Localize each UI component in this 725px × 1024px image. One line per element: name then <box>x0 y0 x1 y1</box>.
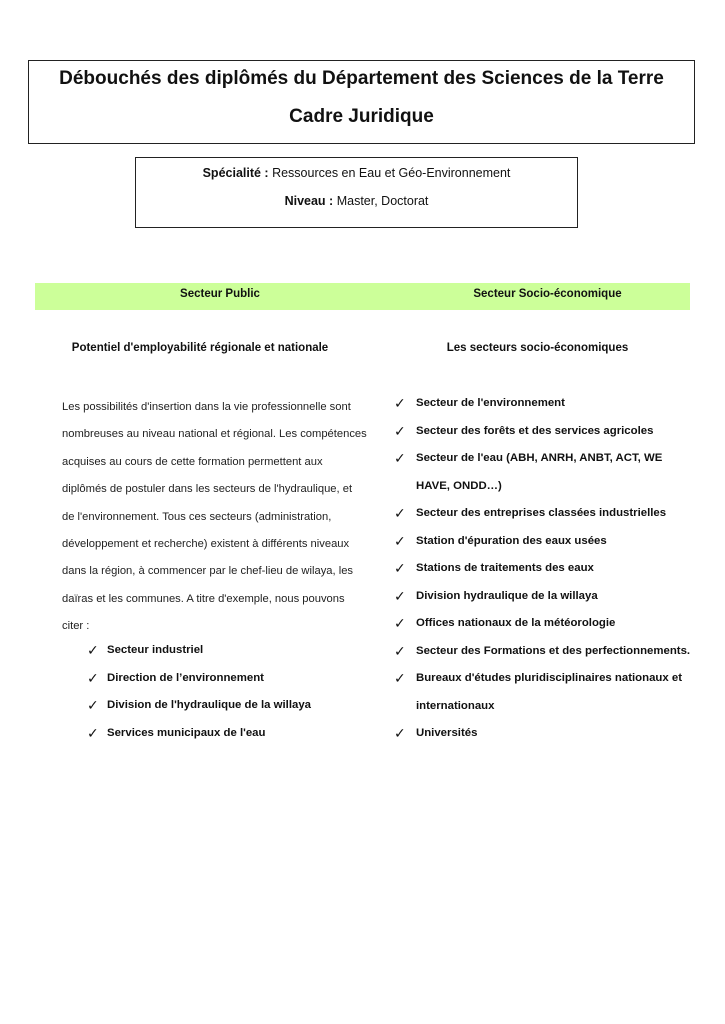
list-item-label: Secteur de l'environnement <box>416 397 565 409</box>
list-item <box>87 637 377 665</box>
list-item <box>87 692 377 720</box>
checkmark-icon: ✓ <box>394 587 406 604</box>
list-item-label: Secteur des entreprises classées industrielles <box>416 507 667 519</box>
list-item-label: Stations de traitements des eaux <box>416 562 594 574</box>
specialite-value: Ressources en Eau et Géo-Environnement <box>272 166 511 180</box>
list-item <box>394 500 694 528</box>
checkmark-icon: ✓ <box>394 505 406 521</box>
list-item <box>394 720 694 748</box>
left-sector-list <box>87 637 377 747</box>
specialite-label: Spécialité : <box>202 166 269 180</box>
list-item-label: Division de l'hydraulique de la willaya <box>107 699 312 711</box>
specialite-line <box>136 166 577 180</box>
checkmark-icon: ✓ <box>394 725 406 741</box>
niveau-label: Niveau : <box>284 194 334 208</box>
list-item-label: Bureaux d'études pluridisciplinaires nationaux et internationaux <box>416 672 683 712</box>
list-item <box>394 638 694 666</box>
left-subheading: Potentiel d'employabilité régionale et nationale <box>71 342 329 354</box>
checkmark-icon: ✓ <box>394 532 406 549</box>
checkmark-icon: ✓ <box>87 669 99 686</box>
list-item-label: Secteur de l'eau (ABH, ANRH, ANBT, ACT, WE HAVE, ONDD…) <box>416 452 663 492</box>
checkmark-icon: ✓ <box>394 642 406 659</box>
list-item <box>394 528 694 556</box>
checkmark-icon: ✓ <box>394 422 406 439</box>
niveau-value: Master, Doctorat <box>336 194 429 208</box>
checkmark-icon: ✓ <box>87 642 99 658</box>
list-item-label: Secteur industriel <box>107 644 204 656</box>
page-title: Débouchés des diplômés du Département des Sciences de la Terre <box>59 68 664 89</box>
list-item <box>394 390 694 418</box>
column-header-band <box>35 283 690 310</box>
list-item <box>87 720 377 748</box>
right-sector-list <box>394 390 694 748</box>
checkmark-icon: ✓ <box>394 670 406 686</box>
page-subtitle: Cadre Juridique <box>289 106 434 127</box>
left-column-header: Secteur Public <box>180 288 260 300</box>
list-item-label: Direction de l’environnement <box>107 671 264 684</box>
list-item <box>394 610 694 638</box>
list-item <box>394 665 694 720</box>
right-subheading: Les secteurs socio-économiques <box>446 342 629 354</box>
title-box <box>28 60 695 144</box>
checkmark-icon: ✓ <box>394 395 406 411</box>
list-item <box>394 445 694 500</box>
niveau-line <box>136 194 577 208</box>
list-item-label: Services municipaux de l'eau <box>107 726 266 739</box>
right-column-header: Secteur Socio-économique <box>473 288 622 300</box>
checkmark-icon: ✓ <box>394 450 406 466</box>
checkmark-icon: ✓ <box>394 615 406 631</box>
list-item-label: Universités <box>416 727 478 739</box>
left-paragraph: Les possibilités d'insertion dans la vie professionnelle sont nombreuses au niveau national et régional. Les compétences acquises au cours de cette formation permettent aux diplômés de postuler dans les secteurs de l'hydraulique, et de l'environnement. Tous ces secteurs (administration, développement et recherche) existent à différents niveaux dans la région, à commencer par le chef-lieu de wilaya, les daïras et les communes. A titre d'exemple, nous pouvons citer : <box>62 401 367 633</box>
checkmark-icon: ✓ <box>394 560 406 576</box>
specialty-box <box>135 157 578 228</box>
list-item-label: Secteur des forêts et des services agricoles <box>416 424 654 437</box>
list-item-label: Division hydraulique de la willaya <box>416 589 598 602</box>
list-item-label: Station d'épuration des eaux usées <box>416 534 607 547</box>
list-item <box>394 583 694 611</box>
list-item <box>394 418 694 446</box>
checkmark-icon: ✓ <box>87 724 99 741</box>
list-item-label: Offices nationaux de la météorologie <box>416 617 616 629</box>
list-item-label: Secteur des Formations et des perfectionnements. <box>416 644 691 657</box>
list-item <box>87 665 377 693</box>
list-item <box>394 555 694 583</box>
checkmark-icon: ✓ <box>87 697 99 713</box>
